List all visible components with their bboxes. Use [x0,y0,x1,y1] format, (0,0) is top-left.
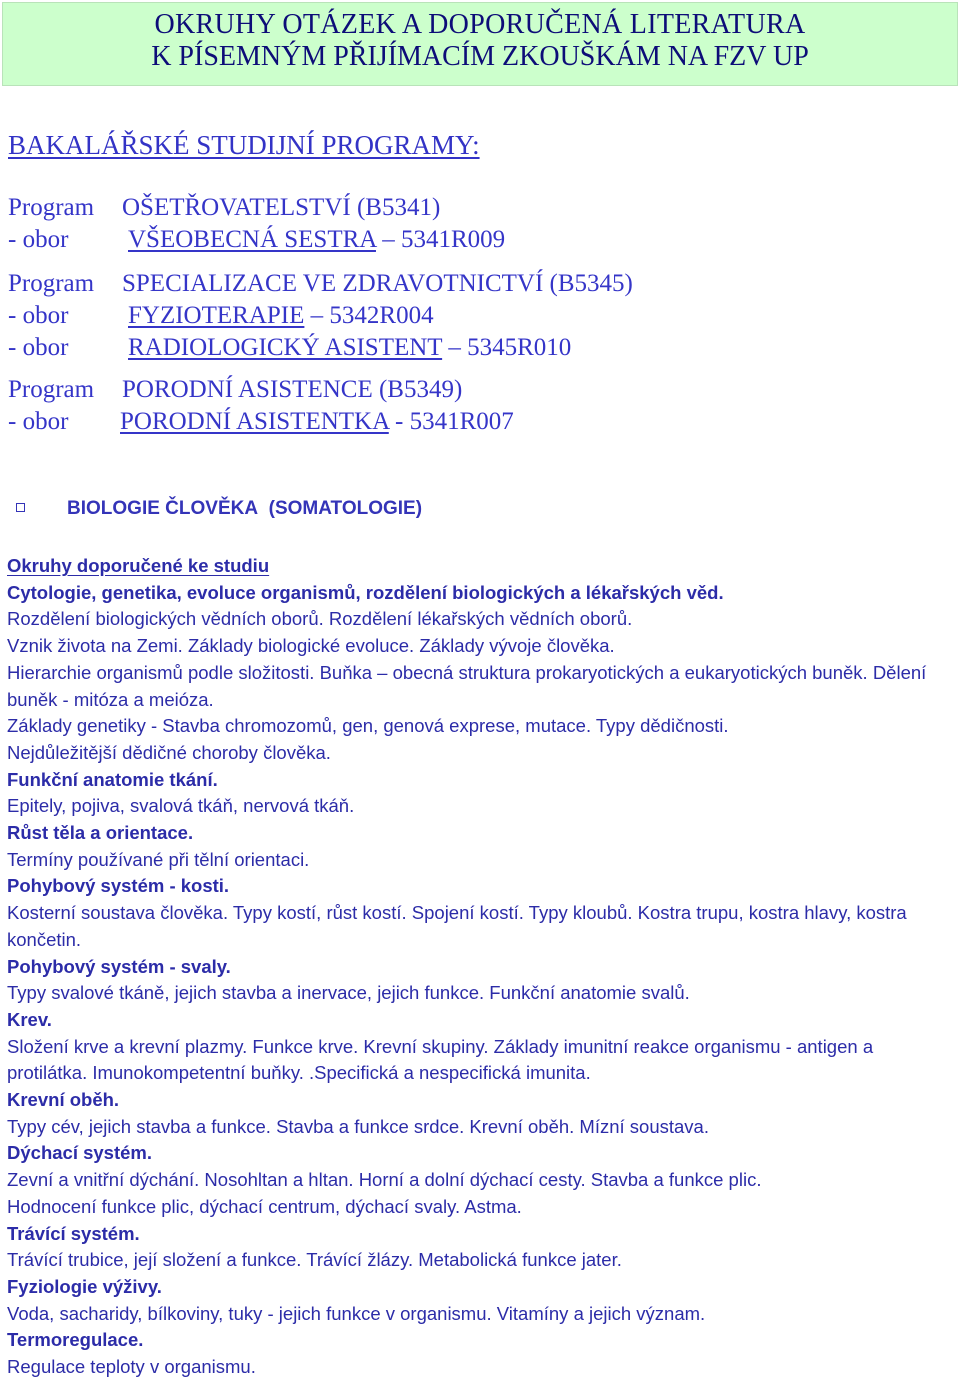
field-name: PORODNÍ ASISTENTKA [120,408,389,435]
program-name: PORODNÍ ASISTENCE (B5349) [122,376,463,403]
program-row [8,192,440,224]
topic-heading: Termoregulace. [7,1329,144,1351]
topic-heading: Růst těla a orientace. [7,822,194,844]
field-code: – 5345R010 [442,334,572,361]
topic-text: Složení krve a krevní plazmy. Funkce krve. Krevní skupiny. Základy imunitní reakce organismu - antigen a protilátka. Imunokompetentní buňky. .Specifická a nespecifická imunita. [7,1035,874,1084]
field-row [8,224,505,256]
topic-text: Hierarchie organismů podle složitosti. Buňka – obecná struktura prokaryotických a eukaryotických buněk. Dělení buněk - mitóza a meióza. [7,661,927,710]
topic-text: Voda, sacharidy, bílkoviny, tuky - jejich funkce v organismu. Vitamíny a jejich význam. [7,1302,706,1324]
subject-heading [8,495,422,523]
title-line-1: OKRUHY OTÁZEK A DOPORUČENÁ LITERATURA [154,9,806,40]
title-line-2: K PÍSEMNÝM PŘIJÍMACÍM ZKOUŠKÁM NA FZV UP [151,41,809,72]
field-label: - obor [8,226,69,253]
program-name: SPECIALIZACE VE ZDRAVOTNICTVÍ (B5345) [122,270,633,297]
topic-heading: Fyziologie výživy. [7,1275,162,1297]
field-row [8,406,514,438]
program-row [8,374,462,406]
topic-text: Trávící trubice, její složení a funkce. Trávící žlázy. Metabolická funkce jater. [7,1249,622,1271]
program-row [8,268,633,300]
field-code: – 5341R009 [375,226,506,253]
topic-text: Typy svalové tkáně, jejich stavba a inervace, jejich funkce. Funkční anatomie svalů. [7,982,690,1004]
topic-text: Hodnocení funkce plic, dýchací centrum, dýchací svaly. Astma. [7,1195,522,1217]
title-banner [2,2,958,86]
field-row [8,332,571,364]
topic-heading: Pohybový systém - kosti. [7,875,230,897]
subject-title: BIOLOGIE ČLOVĚKA [67,498,259,519]
topic-text: Termíny používané při tělní orientaci. [7,848,310,870]
topic-heading: Pohybový systém - svaly. [7,955,231,977]
topic-heading: Krevní oběh. [7,1089,120,1111]
topic-text: Epitely, pojiva, svalová tkáň, nervová tkáň. [7,795,355,817]
topic-text: Zevní a vnitřní dýchání. Nosohltan a hltan. Horní a dolní dýchací cesty. Stavba a funkce plic. [7,1169,762,1191]
program-label: Program [8,194,95,221]
program-label: Program [8,270,95,297]
topic-lines [7,580,953,1381]
topic-text: Kosterní soustava člověka. Typy kostí, růst kostí. Spojení kostí. Typy kloubů. Kostra trupu, kostra hlavy, kostra končetin. [7,902,907,950]
topic-text: Nejdůležitější dědičné choroby člověka. [7,741,331,763]
topic-text: Typy cév, jejich stavba a funkce. Stavba a funkce srdce. Krevní oběh. Mízní soustava. [7,1115,709,1137]
topic-text: Základy genetiky - Stavba chromozomů, gen, genová exprese, mutace. Typy dědičnosti. [7,715,729,737]
field-name: FYZIOTERAPIE [128,302,305,329]
field-label: - obor [8,408,69,435]
topic-text: Regulace teploty v organismu. [7,1356,256,1378]
topic-heading: Trávící systém. [7,1222,140,1244]
field-label: - obor [8,334,69,361]
field-code: – 5342R004 [304,302,434,329]
topic-text: Vznik života na Zemi. Základy biologické evoluce. Základy vývoje člověka. [7,635,615,657]
program-label: Program [8,376,95,403]
study-topics [7,553,953,1381]
field-row [8,300,434,332]
checkbox-empty-icon [16,503,25,512]
field-name: VŠEOBECNÁ SESTRA [128,226,376,253]
program-name: OŠETŘOVATELSTVÍ (B5341) [122,194,441,221]
section-heading: BAKALÁŘSKÉ STUDIJNÍ PROGRAMY: [8,130,480,160]
topic-text: Rozdělení biologických vědních oborů. Rozdělení lékařských vědních oborů. [7,608,633,630]
field-code: - 5341R007 [388,408,514,435]
study-topics-heading: Okruhy doporučené ke studiu [7,555,270,576]
topic-heading: Funkční anatomie tkání. [7,768,218,790]
topic-heading: Cytologie, genetika, evoluce organismů, rozdělení biologických a lékařských věd. [7,581,724,603]
topic-heading: Dýchací systém. [7,1142,153,1164]
field-label: - obor [8,302,69,329]
topic-heading: Krev. [7,1008,52,1030]
field-name: RADIOLOGICKÝ ASISTENT [128,334,443,361]
subject-subtitle: (SOMATOLOGIE) [268,498,423,519]
